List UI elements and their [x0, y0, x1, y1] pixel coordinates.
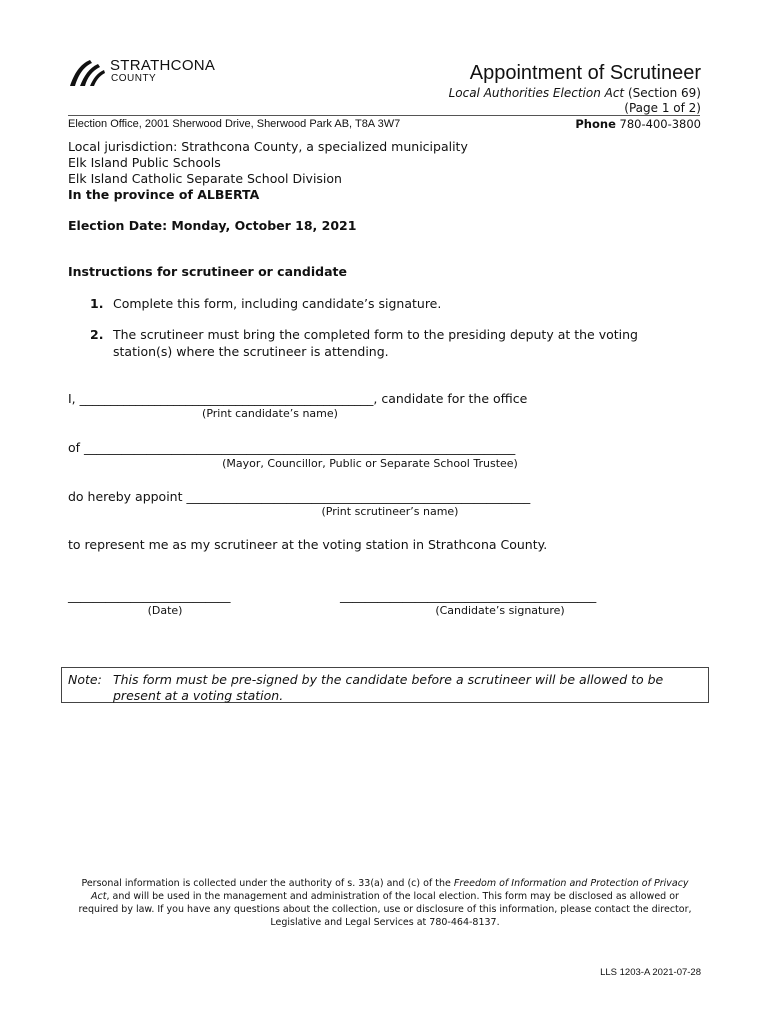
signature-field[interactable]: _________________________________________ — [340, 588, 597, 603]
logo-strathcona-text: STRATHCONA — [110, 57, 216, 74]
jurisdiction-line-1: Local jurisdiction: Strathcona County, a specialized municipality — [68, 139, 468, 154]
candidate-name-line — [68, 391, 527, 406]
office-prefix: of — [68, 440, 85, 455]
office-caption: (Mayor, Councillor, Public or Separate School Trustee) — [222, 457, 518, 470]
phone-number: 780-400-3800 — [615, 117, 701, 131]
office-field[interactable]: _____________________________________________________________________ — [84, 440, 516, 455]
page-title: Appointment of Scrutineer — [469, 62, 701, 84]
appoint-line — [68, 489, 530, 504]
page-indicator: (Page 1 of 2) — [624, 101, 701, 115]
act-section: (Section 69) — [624, 86, 701, 100]
candidate-suffix: , candidate for the office — [373, 391, 528, 406]
form-code: LLS 1203-A 2021-07-28 — [600, 967, 701, 978]
date-field[interactable]: __________________________ — [68, 588, 231, 603]
candidate-name-caption: (Print candidate’s name) — [202, 407, 338, 420]
privacy-part-2: , and will be used in the management and administration of the local election. This form may be disclosed as allowed or required by law. If you have any questions about the collection, use or disclosure of this information, please contact the director, Legislative and Legal Services at 780-464-8137. — [78, 891, 692, 928]
strathcona-swoosh-logo-icon — [68, 58, 106, 88]
jurisdiction-line-3: Elk Island Catholic Separate School Division — [68, 171, 342, 186]
note-text: This form must be pre-signed by the candidate before a scrutineer will be allowed to be present at a voting station. — [113, 672, 664, 703]
phone-label: Phone — [575, 117, 616, 131]
list-item-number: 2. — [90, 327, 104, 342]
instructions-heading: Instructions for scrutineer or candidate — [68, 264, 347, 279]
phone — [575, 117, 701, 131]
signature-caption: (Candidate’s signature) — [435, 604, 565, 617]
privacy-notice — [78, 877, 692, 929]
date-caption: (Date) — [147, 604, 183, 617]
election-date: Election Date: Monday, October 18, 2021 — [68, 218, 357, 233]
list-item — [90, 326, 690, 360]
represent-statement: to represent me as my scrutineer at the voting station in Strathcona County. — [68, 537, 548, 552]
header-divider — [68, 115, 700, 116]
appoint-prefix: do hereby appoint — [68, 489, 187, 504]
subtitle — [449, 86, 701, 116]
list-item-text: The scrutineer must bring the completed form to the presiding deputy at the voting station(s) where the scrutineer is attending. — [113, 327, 638, 359]
list-item-number: 1. — [90, 296, 104, 311]
privacy-part-1: Personal information is collected under the authority of s. 33(a) and (c) of the — [81, 878, 454, 889]
office-line — [68, 440, 515, 455]
act-name: Local Authorities Election Act — [448, 86, 625, 100]
scrutineer-name-field[interactable]: _______________________________________________________ — [186, 489, 531, 504]
candidate-name-field[interactable]: _______________________________________________ — [79, 391, 374, 406]
list-item-text: Complete this form, including candidate’s signature. — [113, 296, 442, 311]
jurisdiction-line-2: Elk Island Public Schools — [68, 155, 221, 170]
instructions-list — [90, 295, 690, 374]
privacy-act-name: Freedom of Information and Protection of Privacy Act — [91, 878, 689, 902]
candidate-prefix: I, — [68, 391, 80, 406]
jurisdiction-block — [68, 139, 468, 203]
jurisdiction-province: In the province of ALBERTA — [68, 187, 260, 202]
logo-county-text: COUNTY — [111, 73, 157, 84]
list-item — [90, 295, 690, 312]
office-address: Election Office, 2001 Sherwood Drive, Sherwood Park AB, T8A 3W7 — [68, 118, 401, 130]
note-label: Note: — [68, 672, 102, 687]
scrutineer-name-caption: (Print scrutineer’s name) — [321, 505, 459, 518]
